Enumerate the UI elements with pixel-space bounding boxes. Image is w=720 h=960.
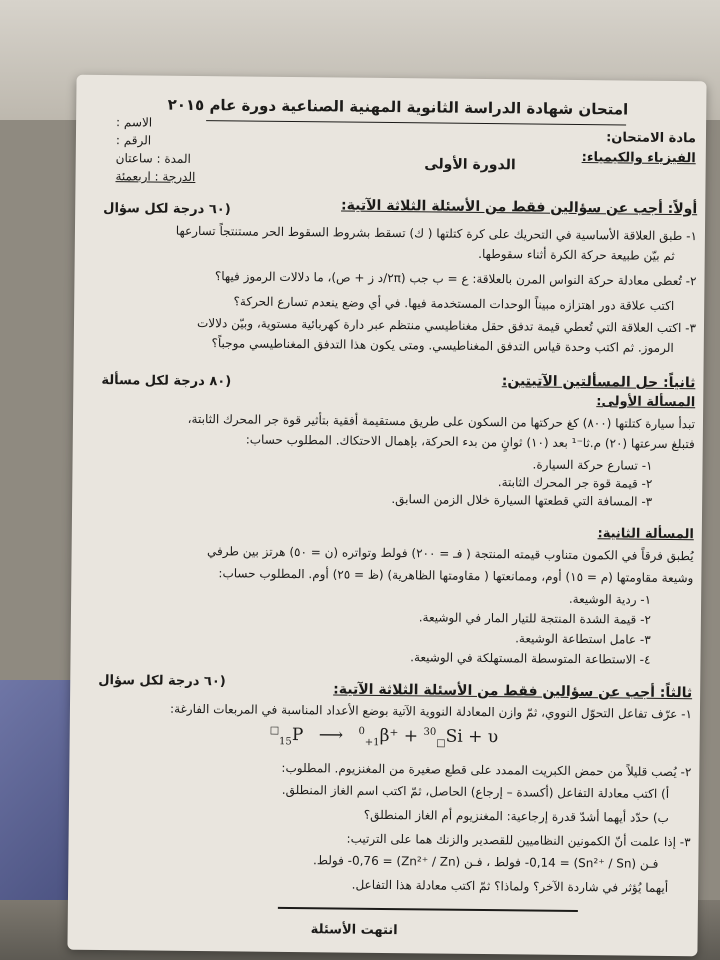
problem1-item-2: ٢- قيمة قوة جر المحرك الثابتة.	[497, 475, 653, 491]
problem2-line2: وشيعة مقاومتها (م = ١٥) أوم، وممانعتها ( مقاومتها الظاهرية) (ظ = ٢٥) أوم. المطلوب حساب:	[218, 566, 694, 586]
part3-q3-line2: فـن (Sn²⁺ / Sn) = ‎-0,14 فولط ، فـن (Zn²⁺ / Zn) = ‎-0,76 فولط.	[313, 853, 659, 871]
name-label: الاسم :	[116, 115, 153, 130]
part3-title: ثالثاً: أجب عن سؤالين فقط من الأسئلة الثلاثة الآتية:	[333, 681, 693, 702]
problem2-line1: يُطبق فرقاً في الكمون متناوب قيمته المنتجة ( فـ = ٢٠٠) فولط وتواتره (ن = ٥٠) هرتز بين طرفي	[206, 544, 694, 564]
session: الدورة الأولى	[424, 156, 516, 174]
duration: المدة : ساعتان	[115, 151, 191, 166]
part1-marks: (٦٠ درجة لكل سؤال	[103, 201, 231, 218]
problem1-title: المسألة الأولى:	[596, 394, 696, 411]
part3-q1-line1: ١- عرّف تفاعل التحوّل النووي، ثمّ وازن المعادلة النووية الآتية بوضع الأعداد المناسبة في المربعات الفارغة:	[170, 701, 693, 722]
problem1-line2: فتبلغ سرعتها (٢٠) م.ثا⁻¹ بعد (١٠) ثوانٍ من بدء الحركة، بإهمال الاحتكاك. المطلوب حساب:	[245, 432, 695, 452]
part2-marks: (٨٠ درجة لكل مسألة	[101, 373, 232, 390]
si-atomic-box: □	[436, 737, 446, 750]
si-symbol: Si	[445, 726, 463, 747]
problem2-item-2: ٢- قيمة الشدة المنتجة للتيار المار في الوشيعة.	[418, 610, 651, 627]
p-mass-box: □	[269, 725, 280, 737]
part1-q3-line2: الرموز. ثم اكتب وحدة قياس التدفق المغناطيسي. ومتى يكون هذا التدفق المغناطيسي موجباً؟	[211, 336, 674, 355]
problem1-item-1: ١- تسارع حركة السيارة.	[532, 457, 653, 473]
problem1-item-3: ٣- المسافة التي قطعتها السيارة خلال الزمن السابق.	[391, 492, 653, 509]
grade: الدرجة : اربعمئة	[115, 169, 196, 184]
part1-q3-line1: ٣- اكتب العلاقة التي تُعطي قيمة تدفق حقل مغناطيسي منتظم عبر دارة كهربائية مستوية، وبيّن دلالات	[196, 316, 697, 336]
beta-symbol: β⁺	[379, 725, 399, 747]
exam-title: امتحان شهادة الدراسة الثانوية المهنية الصناعية دورة عام ٢٠١٥	[167, 95, 629, 119]
part3-q2-line1: ٢- يُصب قليلاً من حمض الكبريت الممدد على قطع صغيرة من المغنزيوم. المطلوب:	[281, 760, 692, 780]
part3-marks: (٦٠ درجة لكل سؤال	[98, 672, 226, 690]
end-divider	[278, 907, 578, 912]
exam-label: مادة الامتحان:	[606, 130, 697, 147]
beta-charge: +1	[364, 737, 380, 749]
problem2-title: المسألة الثانية:	[597, 526, 694, 543]
neutrino-term: + υ	[468, 726, 499, 748]
problem2-item-4: ٤- الاستطاعة المتوسطة المستهلكة في الوشيعة.	[410, 650, 651, 667]
problem1-line1: تبدأ سيارة كتلتها (٨٠٠) كغ حركتها من السكون على طريق مستقيمة أفقية بتأثير قوة جر المحرك الثابتة،	[187, 411, 696, 432]
problem2-item-1: ١- ردية الوشيعة.	[568, 591, 652, 607]
title-underline	[206, 120, 626, 125]
end-text: انتهت الأسئلة	[310, 922, 398, 939]
part1-title: أولاً: أجب عن سؤالين فقط من الأسئلة الثلاثة الآتية:	[341, 197, 698, 218]
subject: الفيزياء والكيمياء:	[581, 150, 696, 167]
part2-title: ثانياً: حل المسألتين الآتيتين:	[501, 373, 696, 392]
si-mass: 30	[423, 726, 437, 738]
beta-mass: 0	[358, 726, 365, 738]
number-label: الرقم :	[115, 133, 152, 148]
part1-q1-line2: ثم بيّن طبيعة حركة الكرة أثناء سقوطها.	[478, 246, 675, 263]
nuclear-equation	[270, 725, 499, 750]
p-atomic-number: 15	[279, 736, 292, 748]
part3-q3-line1: ٣- إذا علمت أنّ الكمونين النظاميين للقصدير والزنك هما على الترتيب:	[346, 831, 691, 850]
problem2-item-3: ٣- عامل استطاعة الوشيعة.	[515, 631, 651, 647]
part1-q2-line1: ٢- تُعطى معادلة حركة النواس المرن بالعلاقة: ع = ب جب (٢π/د ز + ص)، ما دلالات الرموز فيها؟	[214, 269, 697, 289]
part3-q2-b: ب) حدّد أيهما أشدّ قدرة إرجاعية: المغنزيوم أم الغاز المنطلق؟	[363, 807, 669, 825]
plus-sign: +	[403, 726, 419, 747]
part3-q2-a: أ) اكتب معادلة التفاعل (أكسدة – إرجاع) الحاصل، ثمّ اكتب اسم الغاز المنطلق.	[281, 782, 670, 801]
reaction-arrow: ⟶	[318, 725, 344, 746]
p-symbol: P	[291, 725, 304, 746]
part1-q1-line1: ١- طبق العلاقة الأساسية في التحريك على كرة كتلتها ( ك) تسقط بشروط السقوط الحر مستنتجاً تسارعها	[175, 223, 698, 244]
exam-sheet	[67, 75, 706, 957]
part3-q3-line3: أيهما يُؤثر في شاردة الآخر؟ ولماذا؟ ثمّ اكتب معادلة هذا التفاعل.	[351, 877, 669, 895]
part1-q2-line2: اكتب علاقة دور اهتزازه مبيناً الوحدات المستخدمة فيها. في أي وضع ينعدم تسارع الحركة؟	[233, 294, 675, 313]
